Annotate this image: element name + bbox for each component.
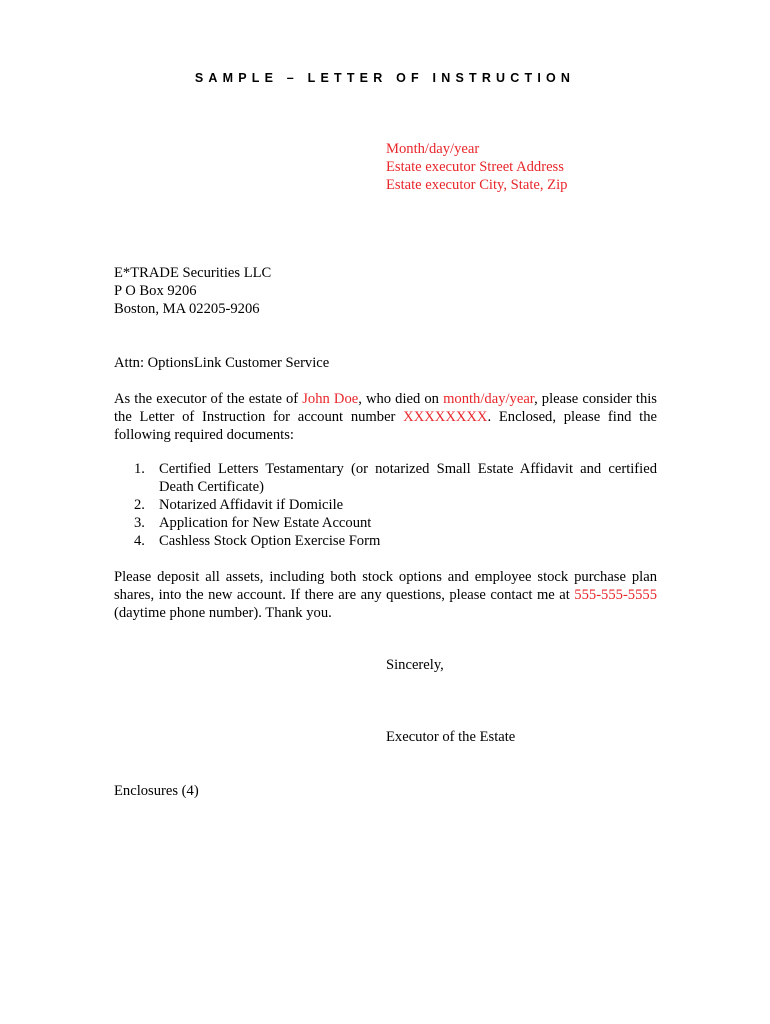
paragraph1-text-3: , please consider this the Letter of Instruction for account number [114, 391, 657, 425]
list-item [114, 496, 657, 514]
paragraph2-text-1: Please deposit all assets, including both stock options and employee stock purchase plan shares, into the new account. If there are any questions, please contact me at [114, 569, 657, 603]
list-item-text: Notarized Affidavit if Domicile [159, 497, 344, 513]
list-item-number: 2. [134, 497, 145, 513]
letter-title: SAMPLE – LETTER OF INSTRUCTION [194, 71, 576, 85]
paragraph1-text-2: , who died on [358, 391, 444, 407]
paragraph2-text-2: (daytime phone number). Thank you. [114, 605, 332, 621]
instruction-paragraph [114, 390, 657, 444]
sender-date: Month/day/year [386, 141, 480, 157]
date-of-death: month/day/year [443, 391, 535, 407]
sender-city-state-zip: Estate executor City, State, Zip [386, 177, 568, 193]
list-item-number: 4. [134, 533, 145, 549]
phone-number: 555-555-5555 [574, 587, 657, 603]
decedent-name: John Doe [302, 391, 359, 407]
attention-line: Attn: OptionsLink Customer Service [114, 355, 330, 371]
recipient-company: E*TRADE Securities LLC [114, 265, 272, 281]
paragraph1-text-1: As the executor of the estate of [114, 391, 303, 407]
account-number: XXXXXXXX [403, 409, 488, 425]
list-item-text: Cashless Stock Option Exercise Form [159, 533, 381, 549]
list-item-text: Application for New Estate Account [159, 515, 372, 531]
closing-salutation: Sincerely, [386, 657, 444, 673]
list-item [114, 532, 657, 550]
list-item [114, 514, 657, 532]
required-documents-list [114, 460, 657, 550]
list-item [114, 460, 657, 496]
list-item-number: 3. [134, 515, 145, 531]
recipient-po-box: P O Box 9206 [114, 283, 197, 299]
deposit-paragraph [114, 568, 657, 622]
recipient-city: Boston, MA 02205-9206 [114, 301, 260, 317]
recipient-address-block [114, 264, 514, 318]
list-item-text: Certified Letters Testamentary (or notarized Small Estate Affidavit and certified Death Certificate) [159, 461, 657, 495]
enclosures-note: Enclosures (4) [114, 783, 199, 799]
sender-street: Estate executor Street Address [386, 159, 564, 175]
signer-title: Executor of the Estate [386, 729, 516, 745]
list-item-number: 1. [134, 461, 145, 477]
paragraph1-text-4: . Enclosed, please find the following required documents: [114, 409, 657, 443]
sender-address-block [386, 140, 746, 194]
